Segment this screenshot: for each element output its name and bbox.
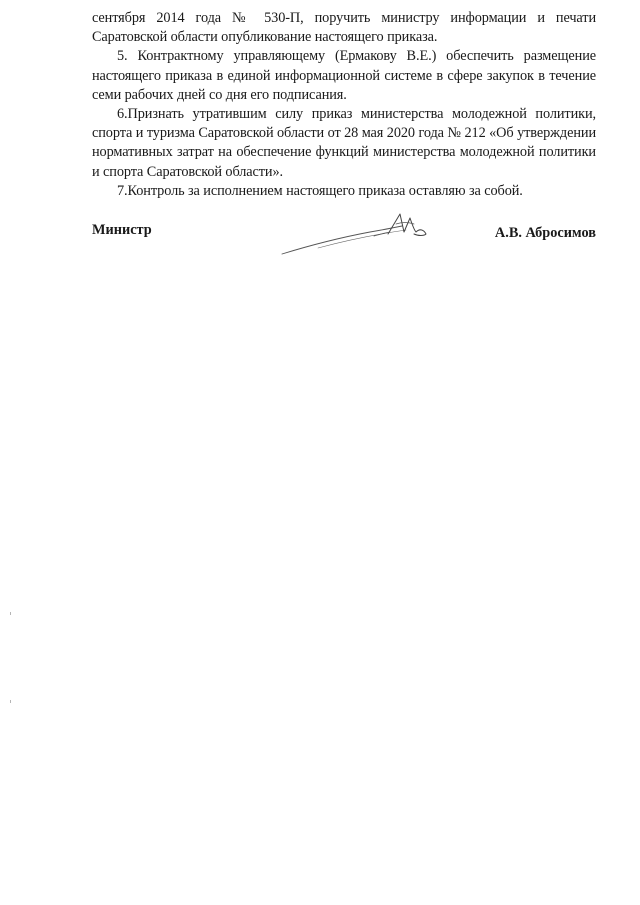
- paragraph-item-5: 5. Контрактному управляющему (Ермакову В.Е.) обеспечить размещение настоящего приказа в единой информационной системе в сфере закупок в течение семи рабочих дней со дня его подписания.: [92, 48, 596, 103]
- scan-speck: [10, 612, 11, 615]
- signatory-name: А.В. Абросимов: [494, 225, 596, 241]
- handwritten-signature-icon: [278, 210, 438, 260]
- paragraph-continuation: сентября 2014 года № 530-П, поручить министру информации и печати Саратовской области опубликование настоящего приказа.: [92, 10, 596, 46]
- scan-speck: [10, 700, 11, 703]
- signature-block: [92, 220, 596, 270]
- signatory-title: Министр: [92, 222, 152, 238]
- paragraph-item-6: 6.Признать утратившим силу приказ министерства молодежной политики, спорта и туризма Саратовской области от 28 мая 2020 года № 212 «Об утверждении нормативных затрат на обеспечение функций министерства молодежной политики и спорта Саратовской области».: [92, 106, 596, 180]
- document-body: [92, 9, 596, 201]
- paragraph-item-7: 7.Контроль за исполнением настоящего приказа оставляю за собой.: [117, 182, 523, 199]
